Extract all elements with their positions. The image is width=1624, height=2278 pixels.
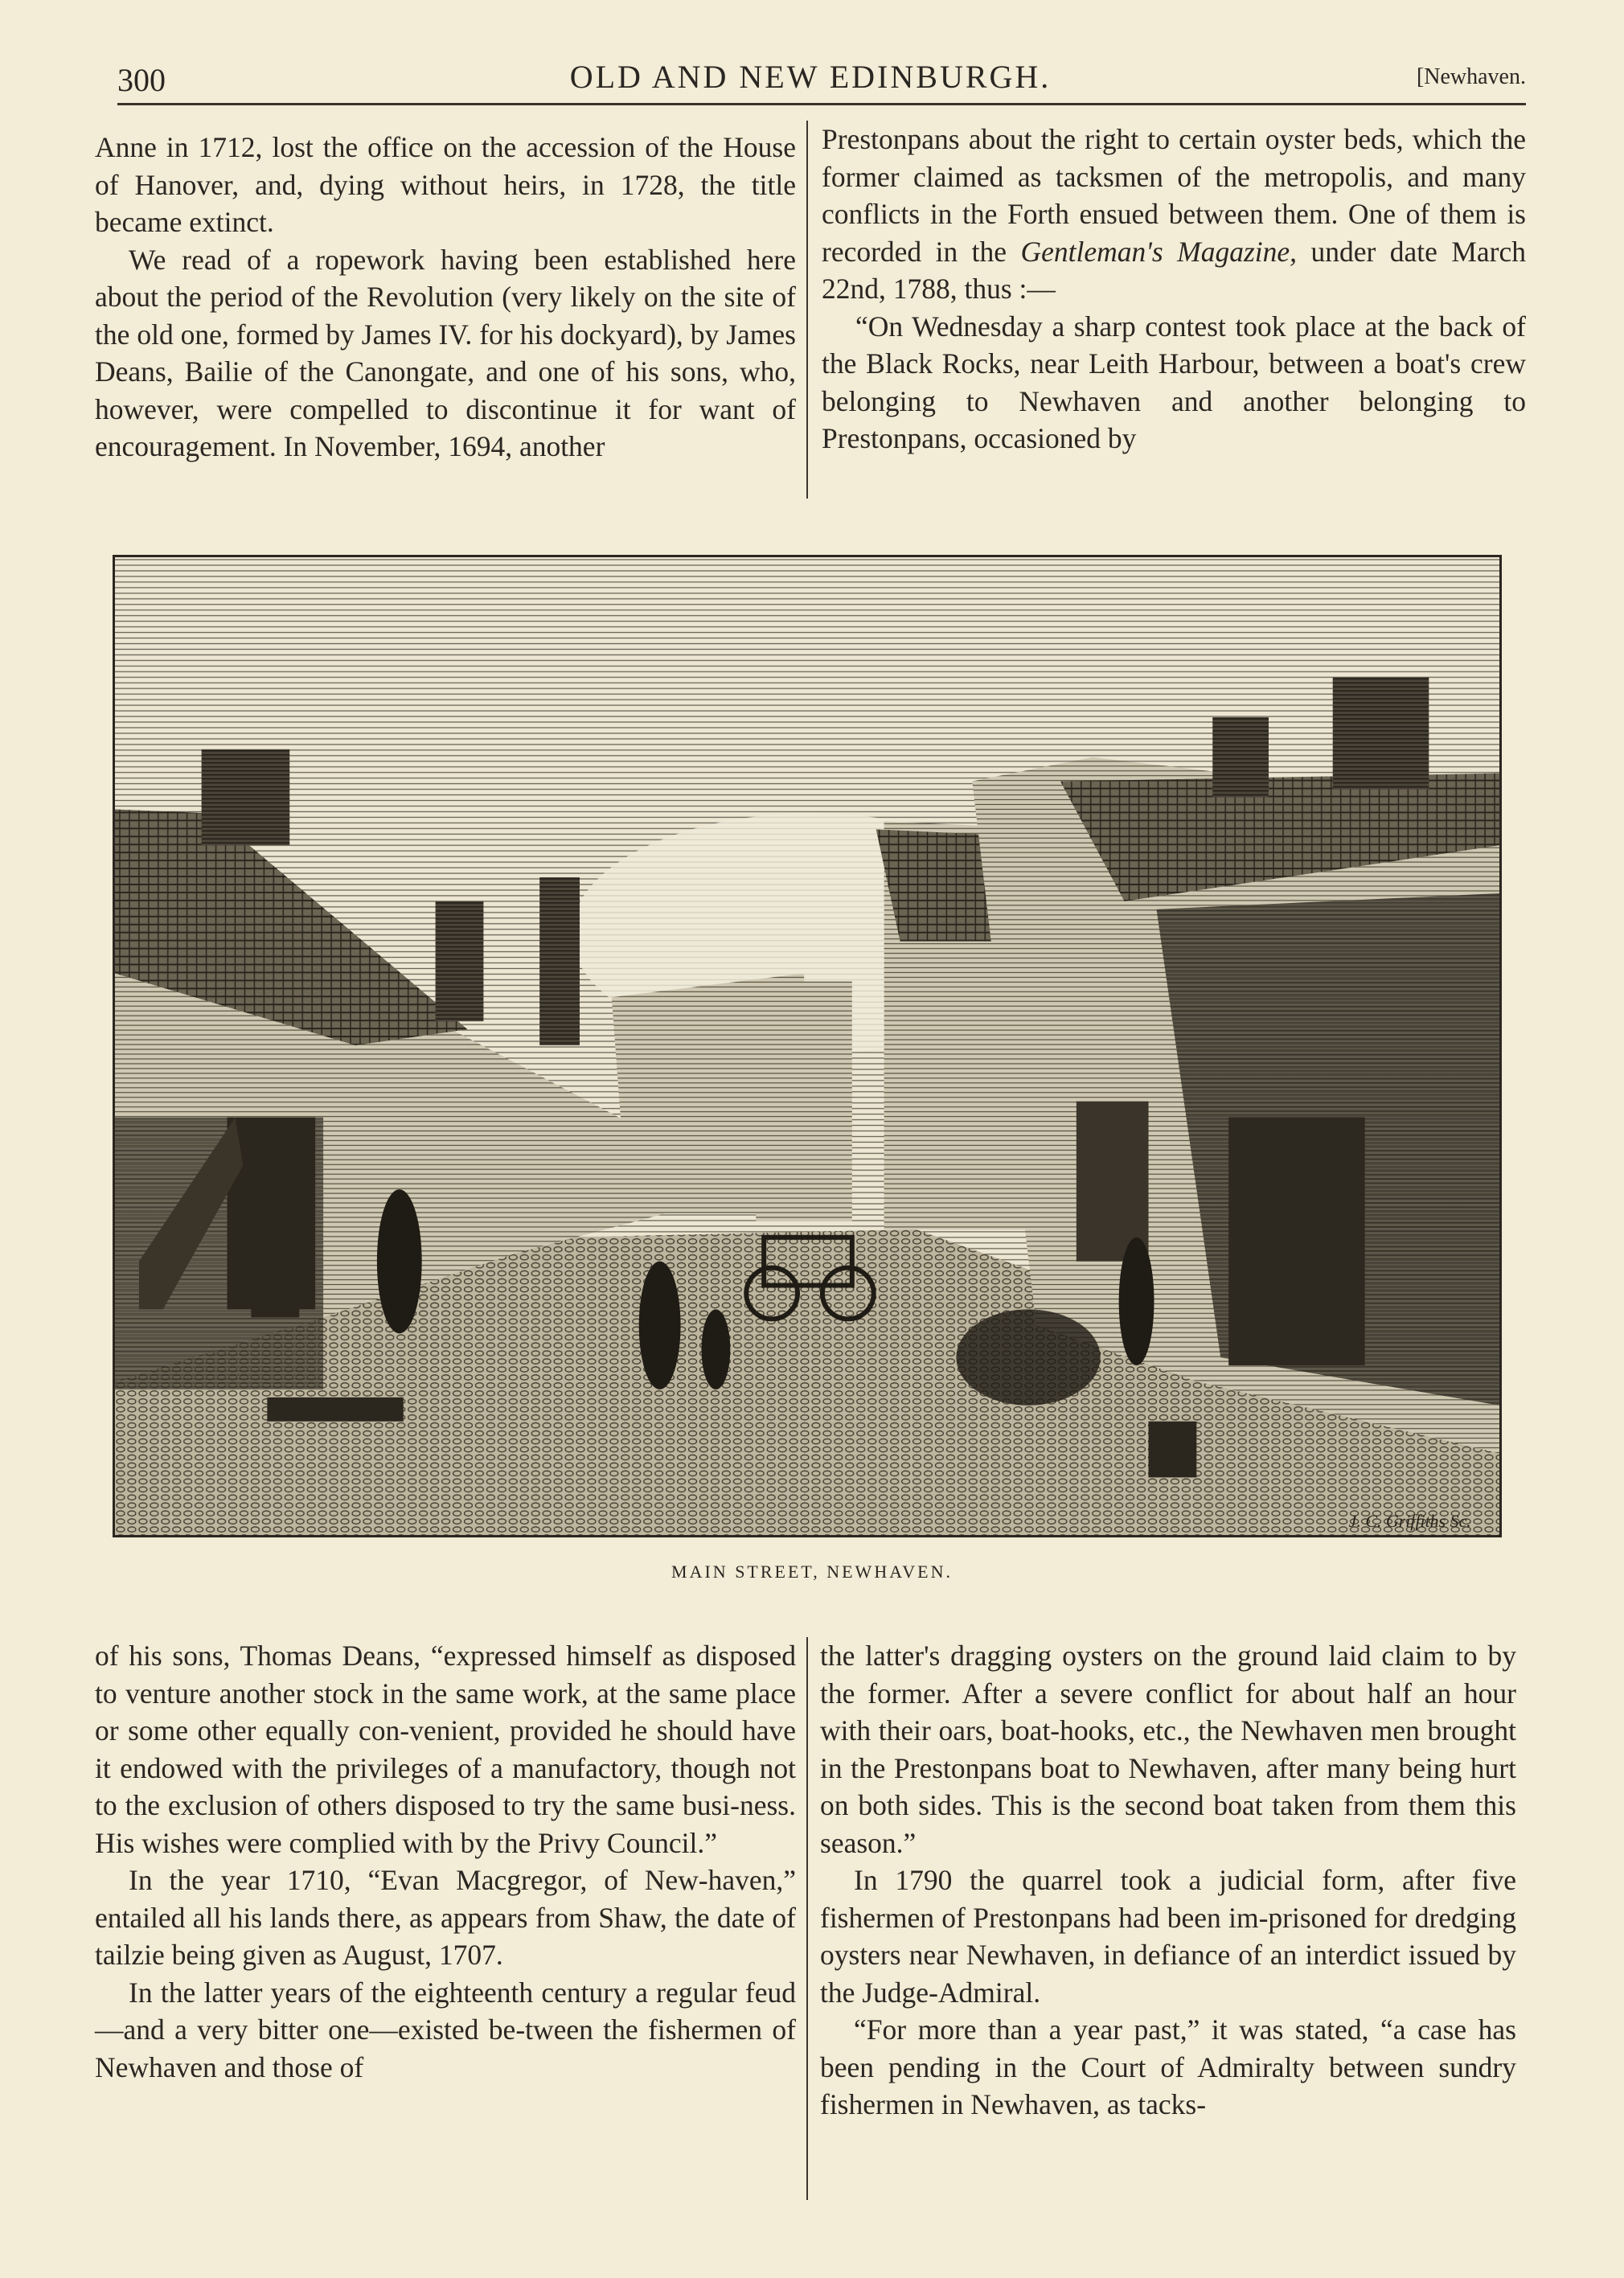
paragraph: “On Wednesday a sharp contest took place at the back of the Black Rocks, near Leith Harbour, between a boat's crew belonging to Newhaven and another belonging to Prestonpans, occasioned by [822,310,1526,454]
paragraph: the latter's dragging oysters on the ground laid claim to by the former. After a severe conflict for about half an hour with their oars, boat-hooks, etc., the Newhaven men brought in the Prestonpans boat to Newhaven, after many being hurt on both sides. This is the second boat taken from them this season.” [820,1640,1516,1859]
text-run: under date March 22nd, 1788, thus :— [822,235,1526,305]
engraver-signature: J. C. Griffiths Sc. [1348,1511,1471,1532]
column-divider [806,121,808,499]
column-divider [806,1637,808,2200]
page-number: 300 [117,62,166,98]
bottom-right-column [820,1637,1516,2124]
top-left-column [95,129,796,466]
engraving-main-street-newhaven [113,555,1502,1537]
paragraph: We read of a ropework having been established here about the period of the Revolution (very likely on the site of the old one, formed by James IV. for his dockyard), by James Deans, Bailie of the Canongate, and one of his sons, who, however, were compelled to discontinue it for want of encouragement. In November, 1694, another [95,243,796,462]
paragraph: “For more than a year past,” it was stated, “a case has been pending in the Court of Admiralty between sundry fishermen in Newhaven, as tacks- [820,2013,1516,2120]
journal-title: Gentleman's Magazine, [1020,235,1298,268]
paragraph: Anne in 1712, lost the office on the accession of the House of Hanover, and, dying without heirs, in 1728, the title became extinct. [95,131,796,238]
engraving-image [115,557,1499,1535]
paragraph: of his sons, Thomas Deans, “expressed himself as disposed to venture another stock in the same work, at the same place or some other equally con-venient, provided he should have it endowed with the privileges of a manufactory, though not to the exclusion of others disposed to try the same busi-ness. His wishes were complied with by the Privy Council.” [95,1640,796,1859]
running-title: OLD AND NEW EDINBURGH. [569,59,1052,95]
figure-caption: MAIN STREET, NEWHAVEN. [671,1562,953,1582]
bottom-left-column [95,1637,796,2086]
top-right-column [822,121,1526,458]
section-tag: [Newhaven. [1416,64,1526,89]
paragraph: In 1790 the quarrel took a judicial form, after five fishermen of Prestonpans had been im-prisoned for dredging oysters near Newhaven, in defiance of an interdict issued by the Judge-Admiral. [820,1864,1516,2009]
paragraph: In the year 1710, “Evan Macgregor, of New-haven,” entailed all his lands there, as appears from Shaw, the date of tailzie being given as August, 1707. [95,1864,796,1971]
page-header [95,50,1526,106]
paragraph: In the latter years of the eighteenth century a regular feud—and a very bitter one—existed be-tween the fishermen of Newhaven and those of [95,1976,796,2083]
header-rule [117,103,1526,105]
paragraph [822,121,1526,308]
text-run: Prestonpans about the right to certain oyster beds, which the former claimed as tacksmen of the metropolis, and many conflicts in the Forth ensued between them. One of them is recorded in the [822,123,1526,268]
